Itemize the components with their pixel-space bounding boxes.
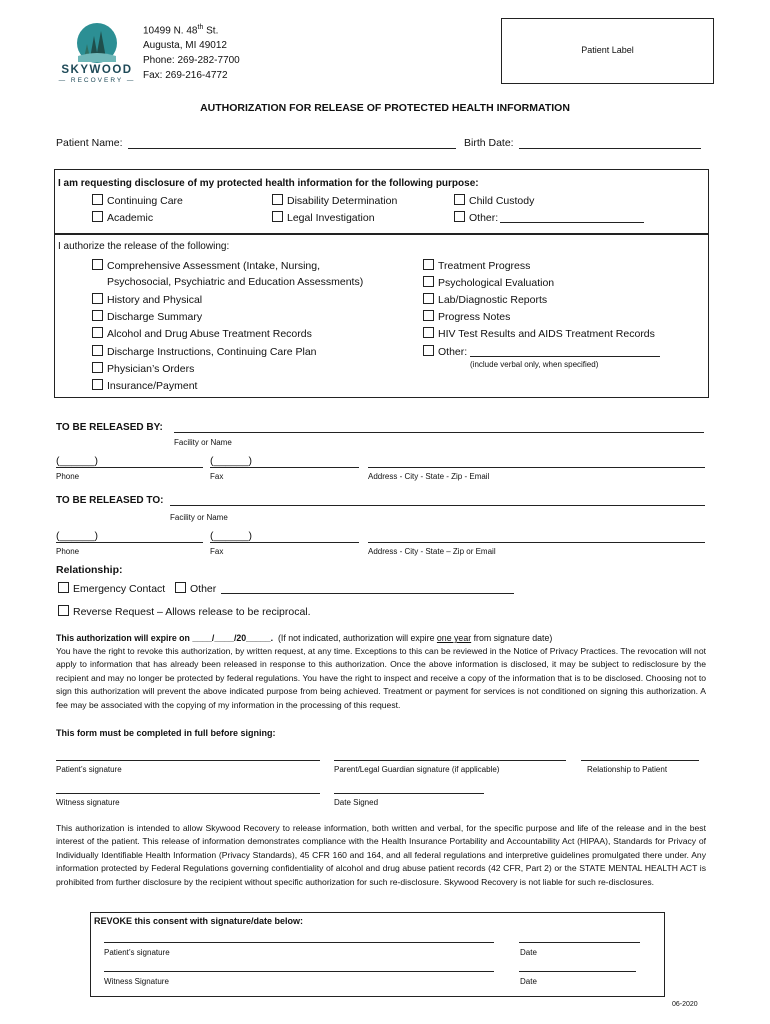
form-title: AUTHORIZATION FOR RELEASE OF PROTECTED HEALTH INFORMATION	[200, 102, 570, 114]
relationship-other-field[interactable]	[221, 593, 514, 594]
revoke-witness-signature-field[interactable]	[104, 971, 494, 972]
release-insurance-payment[interactable]: Insurance/Payment	[92, 379, 197, 392]
released-to-address-caption: Address - City - State – Zip or Email	[368, 547, 496, 556]
checkbox[interactable]	[423, 345, 434, 356]
released-by-facility-caption: Facility or Name	[174, 438, 232, 447]
release-physician-orders[interactable]: Physician’s Orders	[92, 362, 194, 375]
purpose-continuing-care[interactable]: Continuing Care	[92, 194, 183, 207]
checkbox[interactable]	[454, 211, 465, 222]
skywood-logo	[56, 22, 138, 88]
released-to-phone-area[interactable]: (______)	[56, 530, 99, 542]
released-by-fax-field[interactable]	[210, 467, 359, 468]
purpose-other-field[interactable]	[500, 222, 644, 223]
revoke-date1-caption: Date	[520, 948, 537, 957]
release-alcohol-drug[interactable]: Alcohol and Drug Abuse Treatment Records	[92, 327, 312, 340]
checkbox[interactable]	[92, 259, 103, 270]
released-by-address-caption: Address - City - State - Zip - Email	[368, 472, 490, 481]
checkbox[interactable]	[92, 194, 103, 205]
released-to-facility-caption: Facility or Name	[170, 513, 228, 522]
form-code: 06-2020	[672, 1001, 698, 1008]
revoke-date2-caption: Date	[520, 977, 537, 986]
address-line-2: Augusta, MI 49012	[143, 40, 227, 52]
released-by-phone-caption: Phone	[56, 472, 80, 481]
checkbox[interactable]	[92, 211, 103, 222]
facility-fax: Fax: 269-216-4772	[143, 70, 228, 82]
birth-date-field[interactable]	[519, 148, 701, 149]
guardian-signature-field[interactable]	[334, 760, 566, 761]
guardian-signature-caption: Parent/Legal Guardian signature (if applicable)	[334, 765, 500, 774]
released-to-fax-area[interactable]: (______)	[210, 530, 253, 542]
released-to-fax-caption: Fax	[210, 547, 224, 556]
purpose-child-custody[interactable]: Child Custody	[454, 194, 534, 207]
release-other-field[interactable]	[470, 356, 660, 357]
patient-name-field[interactable]	[128, 148, 456, 149]
released-by-fax-area[interactable]: (______)	[210, 455, 253, 467]
checkbox[interactable]	[272, 194, 283, 205]
checkbox[interactable]	[175, 582, 186, 593]
checkbox[interactable]	[92, 293, 103, 304]
purpose-disability[interactable]: Disability Determination	[272, 194, 397, 207]
relationship-emergency-contact[interactable]: Emergency Contact	[58, 582, 165, 595]
checkbox[interactable]	[423, 293, 434, 304]
release-comprehensive-assessment[interactable]: Comprehensive Assessment (Intake, Nursing,	[92, 259, 320, 272]
released-by-fax-caption: Fax	[210, 472, 224, 481]
reverse-request[interactable]: Reverse Request – Allows release to be reciprocal.	[58, 605, 311, 618]
witness-signature-caption: Witness signature	[56, 798, 120, 807]
release-other-note: (include verbal only, when specified)	[470, 360, 599, 369]
revoke-date1-field[interactable]	[519, 942, 640, 943]
release-progress-notes[interactable]: Progress Notes	[423, 310, 510, 323]
complete-notice: This form must be completed in full before signing:	[56, 728, 276, 738]
revoke-heading: REVOKE this consent with signature/date below:	[94, 916, 304, 926]
relationship-caption: Relationship to Patient	[587, 765, 668, 774]
released-to-phone-caption: Phone	[56, 547, 80, 556]
tree-logo-icon	[56, 22, 138, 64]
address-line-1: 10499 N. 48th St.	[143, 24, 219, 37]
release-comprehensive-assessment-cont: Psychosocial, Psychiatric and Education Assessments)	[107, 276, 364, 288]
expiry-lead: This authorization will expire on ____/____/20_____.	[56, 633, 274, 643]
released-by-phone-field[interactable]	[56, 467, 203, 468]
checkbox[interactable]	[423, 259, 434, 270]
facility-phone: Phone: 269-282-7700	[143, 55, 240, 67]
checkbox[interactable]	[92, 310, 103, 321]
checkbox[interactable]	[92, 345, 103, 356]
release-treatment-progress[interactable]: Treatment Progress	[423, 259, 530, 272]
checkbox[interactable]	[92, 362, 103, 373]
released-by-phone-area[interactable]: (______)	[56, 455, 99, 467]
revoke-witness-signature-caption: Witness Signature	[104, 977, 169, 986]
released-to-phone-field[interactable]	[56, 542, 203, 543]
checkbox[interactable]	[58, 582, 69, 593]
witness-signature-field[interactable]	[56, 793, 320, 794]
release-psych-evaluation[interactable]: Psychological Evaluation	[423, 276, 554, 289]
patient-name-label: Patient Name:	[56, 137, 123, 149]
logo-subtitle: — RECOVERY —	[58, 77, 136, 84]
released-to-facility-field[interactable]	[170, 505, 705, 506]
date-signed-field[interactable]	[334, 793, 484, 794]
release-lab-reports[interactable]: Lab/Diagnostic Reports	[423, 293, 547, 306]
relationship-label: Relationship:	[56, 564, 123, 576]
checkbox[interactable]	[92, 327, 103, 338]
released-to-fax-field[interactable]	[210, 542, 359, 543]
relationship-to-patient-field[interactable]	[581, 760, 699, 761]
release-history-physical[interactable]: History and Physical	[92, 293, 202, 306]
revoke-patient-signature-field[interactable]	[104, 942, 494, 943]
revoke-patient-signature-caption: Patient’s signature	[104, 948, 170, 957]
purpose-legal[interactable]: Legal Investigation	[272, 211, 375, 224]
facility-address	[143, 20, 240, 83]
released-by-label: TO BE RELEASED BY:	[56, 422, 163, 433]
release-hiv-aids[interactable]: HIV Test Results and AIDS Treatment Records	[423, 327, 655, 340]
logo-name: SKYWOOD	[61, 64, 133, 76]
expiry-line: This authorization will expire on ____/____/20_____. (If not indicated, authorization will expire one year from signature date)	[56, 633, 553, 643]
patient-label-box	[501, 18, 714, 84]
rights-paragraph: You have the right to revoke this authorization, by written request, at any time. Exceptions to this can be reviewed in the Notice of Privacy Practices. The revocation will not apply to information that has already been released in response to this authorization. Once the above information is disclosed, it may be subject to redisclosure by the recipient and may no longer be protected by federal regulations. You have the right to inspect and receive a copy of the information that is to be disclosed. Choosing not to sign this authorization will prevent the above indicated purpose from being achieved. Treatment or payment for services is not conditioned on signing this authorization. A fee may be associated with the copying of my information in the processing of this request.	[56, 646, 706, 710]
release-discharge-instructions[interactable]: Discharge Instructions, Continuing Care Plan	[92, 345, 317, 358]
checkbox[interactable]	[423, 276, 434, 287]
checkbox[interactable]	[58, 605, 69, 616]
patient-label-text: Patient Label	[581, 45, 634, 55]
checkbox[interactable]	[454, 194, 465, 205]
checkbox[interactable]	[272, 211, 283, 222]
birth-date-label: Birth Date:	[464, 137, 514, 149]
released-by-address-field[interactable]	[368, 467, 705, 468]
checkbox[interactable]	[423, 310, 434, 321]
purpose-other[interactable]: Other:	[454, 211, 498, 224]
hipaa-paragraph: This authorization is intended to allow Skywood Recovery to release information, both written and verbal, for the specific purpose and life of the release and in the best interest of the patient. This release of information demonstrates compliance with the Health Insurance Portability and Accountability Act (HIPAA), Standards for Privacy of Individually Identifiable Health Information (Privacy Standards), 45 CFR 160 and 164, and all federal regulations and interpretive guidelines promulgated there under. Any information protected by Federal Regulations governing confidentiality of alcohol and drug abuse patient records (42 CFR, Part 2) or the STATE MENTAL HEALTH ACT is prohibited from further disclosure by the recipient without specific authorization for such re-disclosure. Skywood Recovery is not liable for such re-disclosures.	[56, 823, 706, 887]
release-other[interactable]: Other:	[423, 345, 467, 358]
patient-signature-caption: Patient’s signature	[56, 765, 122, 774]
release-discharge-summary[interactable]: Discharge Summary	[92, 310, 202, 323]
date-signed-caption: Date Signed	[334, 798, 379, 807]
checkbox[interactable]	[423, 327, 434, 338]
released-by-facility-field[interactable]	[174, 432, 704, 433]
checkbox[interactable]	[92, 379, 103, 390]
purpose-academic[interactable]: Academic	[92, 211, 153, 224]
patient-signature-field[interactable]	[56, 760, 320, 761]
release-heading: I authorize the release of the following:	[58, 241, 230, 252]
relationship-other[interactable]: Other	[175, 582, 216, 595]
revoke-date2-field[interactable]	[519, 971, 636, 972]
released-to-label: TO BE RELEASED TO:	[56, 495, 164, 506]
released-to-address-field[interactable]	[368, 542, 705, 543]
purpose-heading: I am requesting disclosure of my protected health information for the following purpose:	[58, 178, 479, 189]
